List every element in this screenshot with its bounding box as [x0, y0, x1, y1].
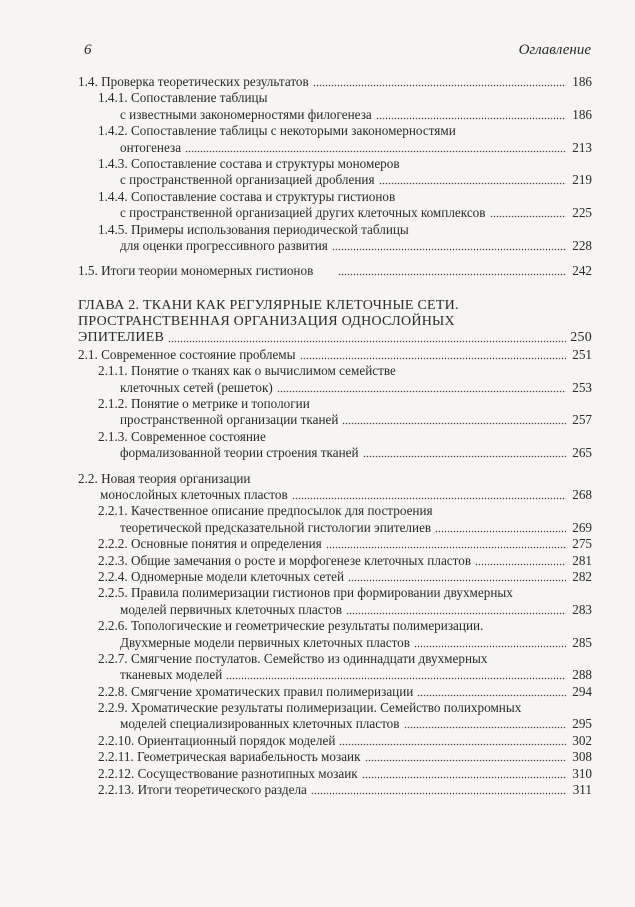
toc-entry-title: для оценки прогрессивного развития [120, 237, 328, 253]
toc-entry[interactable] [78, 684, 592, 700]
toc-entry[interactable] [78, 733, 592, 749]
toc-page-number: 275 [572, 536, 592, 552]
toc-entry-title: 1.4.4. Сопоставление состава и структуры гистионов [98, 188, 396, 204]
toc-page-number: 251 [572, 346, 592, 362]
toc-entry[interactable] [78, 471, 592, 487]
toc-entry[interactable] [78, 487, 592, 503]
toc-entry-title: 1.5. Итоги теории мономерных гистионов [78, 263, 314, 279]
dot-leader [348, 579, 566, 582]
page-number: 6 [84, 42, 92, 58]
toc-page-number: 269 [572, 519, 592, 535]
toc-entry-title: моделей специализированных клеточных пластов [120, 716, 400, 732]
toc-page-number: 253 [572, 379, 592, 395]
toc-entry-title: 2.2.12. Сосуществование разнотипных мозаик [98, 765, 358, 781]
dot-leader [339, 743, 566, 746]
toc-page-number: 294 [572, 683, 592, 699]
toc-entry-title: 2.2.3. Общие замечания о росте и морфогенезе клеточных пластов [98, 552, 472, 568]
dot-leader [313, 84, 566, 87]
toc-entry-title: клеточных сетей (решеток) [120, 379, 273, 395]
chapter-heading-line[interactable] [78, 314, 592, 330]
dot-leader [417, 694, 566, 697]
chapter-heading-line[interactable] [78, 330, 592, 346]
toc-entry-title: онтогенеза [120, 139, 182, 155]
toc-page-number: 225 [572, 205, 592, 221]
toc-page-number: 257 [572, 412, 592, 428]
toc-entry[interactable] [78, 651, 592, 667]
toc-entry[interactable] [78, 766, 592, 782]
toc-entry-title: 2.2.11. Геометрическая вариабельность мозаик [98, 749, 361, 765]
toc-page-number: 219 [572, 172, 592, 188]
toc-entry[interactable] [78, 667, 592, 683]
toc-page-number: 281 [572, 552, 592, 568]
toc-page-number: 186 [572, 74, 592, 89]
toc-entry-title: с известными закономерностями филогенеза [120, 106, 372, 122]
toc-entry-title: 1.4.5. Примеры использования периодической таблицы [98, 221, 409, 237]
toc-entry-title: 1.4.3. Сопоставление состава и структуры мономеров [98, 155, 400, 171]
toc-entry-title: 1.4. Проверка теоретических результатов [78, 74, 309, 89]
toc-entry-title: Двухмерные модели первичных клеточных пластов [120, 634, 410, 650]
toc-entry[interactable] [78, 553, 592, 569]
toc-entry-title: ЭПИТЕЛИЕВ [78, 330, 165, 346]
section-gap [78, 462, 592, 471]
toc-entry[interactable] [78, 363, 592, 379]
toc-page-number: 213 [572, 139, 592, 155]
dot-leader [363, 455, 566, 458]
toc-entry-title: 2.1. Современное состояние проблемы [78, 346, 296, 362]
dot-leader [300, 357, 566, 360]
toc-entry[interactable] [78, 222, 592, 238]
toc-entry-title: 2.2.4. Одномерные модели клеточных сетей [98, 568, 345, 584]
dot-leader [365, 759, 566, 762]
toc-page-number: 288 [572, 667, 592, 683]
dot-leader [326, 546, 566, 549]
toc-entry-title: с пространственной организацией других клеточных комплексов [120, 205, 486, 221]
toc-entry[interactable] [78, 503, 592, 519]
toc-entry[interactable] [78, 90, 592, 106]
toc-entry[interactable] [78, 156, 592, 172]
toc-entry-title: 2.2.7. Смягчение постулатов. Семейство из одиннадцати двухмерных [98, 650, 488, 666]
toc-entry[interactable] [78, 396, 592, 412]
toc-entry[interactable] [78, 445, 592, 461]
dot-leader [342, 422, 566, 425]
toc-entry-title: ПРОСТРАНСТВЕННАЯ ОРГАНИЗАЦИЯ ОДНОСЛОЙНЫХ [78, 314, 455, 330]
dot-leader [311, 792, 566, 795]
toc-entry-title: 2.2.2. Основные понятия и определения [98, 536, 322, 552]
toc-entry[interactable] [78, 140, 592, 156]
toc-page-number: 268 [572, 486, 592, 502]
section-gap [78, 280, 592, 298]
dot-leader [475, 563, 566, 566]
toc-page-number: 310 [572, 765, 592, 781]
dot-leader [168, 340, 566, 343]
toc-entry[interactable] [78, 412, 592, 428]
dot-leader [414, 645, 566, 648]
dot-leader [490, 215, 566, 218]
toc-entry[interactable] [78, 782, 592, 798]
toc-entry-title: 2.1.1. Понятие о тканях как о вычислимом семействе [98, 363, 396, 379]
dot-leader [332, 248, 566, 251]
dot-leader [277, 390, 566, 393]
toc-entry-title: 2.1.3. Современное состояние [98, 428, 266, 444]
toc-entry[interactable] [78, 205, 592, 221]
toc-page-number: 242 [572, 263, 592, 279]
toc-entry-title: 1.4.1. Сопоставление таблицы [98, 90, 268, 106]
toc-entry[interactable] [78, 189, 592, 205]
toc-entry[interactable] [78, 700, 592, 716]
toc-entry[interactable] [78, 585, 592, 601]
toc-entry[interactable] [78, 347, 592, 363]
toc-entry[interactable] [78, 618, 592, 634]
toc-entry[interactable] [78, 635, 592, 651]
toc-entry[interactable] [78, 74, 592, 90]
toc-entry-title: формализованной теории строения тканей [120, 445, 359, 461]
toc-entry[interactable] [78, 520, 592, 536]
toc-entry[interactable] [78, 263, 592, 279]
toc-page-number: 308 [572, 749, 592, 765]
dot-leader [404, 726, 567, 729]
toc-entry[interactable] [78, 123, 592, 139]
toc-entry[interactable] [78, 172, 592, 188]
toc-entry-title: 1.4.2. Сопоставление таблицы с некоторыми закономерностями [98, 123, 456, 139]
toc-entry-title: 2.2. Новая теория организации [78, 470, 251, 486]
toc-entry[interactable] [78, 602, 592, 618]
toc-entry[interactable] [78, 749, 592, 765]
dot-leader [362, 776, 566, 779]
running-title: Оглавление [518, 42, 591, 58]
toc-entry-title: 2.2.10. Ориентационный порядок моделей [98, 732, 336, 748]
table-of-contents [78, 74, 592, 798]
toc-page-number: 311 [572, 782, 592, 798]
toc-entry-title: с пространственной организацией дробления [120, 172, 375, 188]
dot-leader [226, 677, 566, 680]
toc-page-number: 250 [570, 330, 592, 346]
toc-page-number: 285 [572, 634, 592, 650]
toc-entry[interactable] [78, 107, 592, 123]
chapter-heading-line[interactable] [78, 298, 592, 314]
toc-entry-title: 2.2.8. Смягчение хроматических правил полимеризации [98, 683, 414, 699]
dot-leader [346, 612, 566, 615]
toc-page-number: 295 [572, 716, 592, 732]
toc-entry[interactable] [78, 716, 592, 732]
toc-entry-title: 2.2.6. Топологические и геометрические результаты полимеризации. [98, 618, 484, 634]
toc-entry[interactable] [78, 238, 592, 254]
toc-entry[interactable] [78, 536, 592, 552]
toc-entry-title: 2.2.9. Хроматические результаты полимеризации. Семейство полихромных [98, 700, 522, 716]
toc-entry-title: моделей первичных клеточных пластов [120, 601, 343, 617]
dot-leader [185, 150, 566, 153]
toc-entry-title: ГЛАВА 2. ТКАНИ КАК РЕГУЛЯРНЫЕ КЛЕТОЧНЫЕ СЕТИ. [78, 297, 459, 313]
toc-entry-title: 2.2.1. Качественное описание предпосылок для построения [98, 503, 433, 519]
toc-page-number: 302 [572, 732, 592, 748]
dot-leader [379, 182, 566, 185]
dot-leader [338, 273, 566, 276]
toc-entry[interactable] [78, 380, 592, 396]
toc-entry-title: теоретической предсказательной гистологии эпителиев [120, 519, 432, 535]
toc-page-number: 228 [572, 237, 592, 253]
toc-entry-title: 2.2.13. Итоги теоретического раздела [98, 782, 307, 798]
toc-entry-title: монослойных клеточных пластов [100, 486, 288, 502]
toc-entry[interactable] [78, 429, 592, 445]
toc-entry[interactable] [78, 569, 592, 585]
section-gap [78, 254, 592, 263]
toc-page-number: 186 [572, 106, 592, 122]
toc-entry-title: тканевых моделей [120, 667, 223, 683]
dot-leader [292, 497, 566, 500]
toc-entry-title: 2.1.2. Понятие о метрике и топологии [98, 396, 310, 412]
toc-page-number: 282 [572, 568, 592, 584]
dot-leader [435, 530, 566, 533]
dot-leader [376, 117, 566, 120]
toc-entry-title: 2.2.5. Правила полимеризации гистионов при формировании двухмерных [98, 585, 513, 601]
toc-page-number: 283 [572, 601, 592, 617]
toc-entry-title: пространственной организации тканей [120, 412, 339, 428]
toc-page-number: 265 [572, 445, 592, 461]
